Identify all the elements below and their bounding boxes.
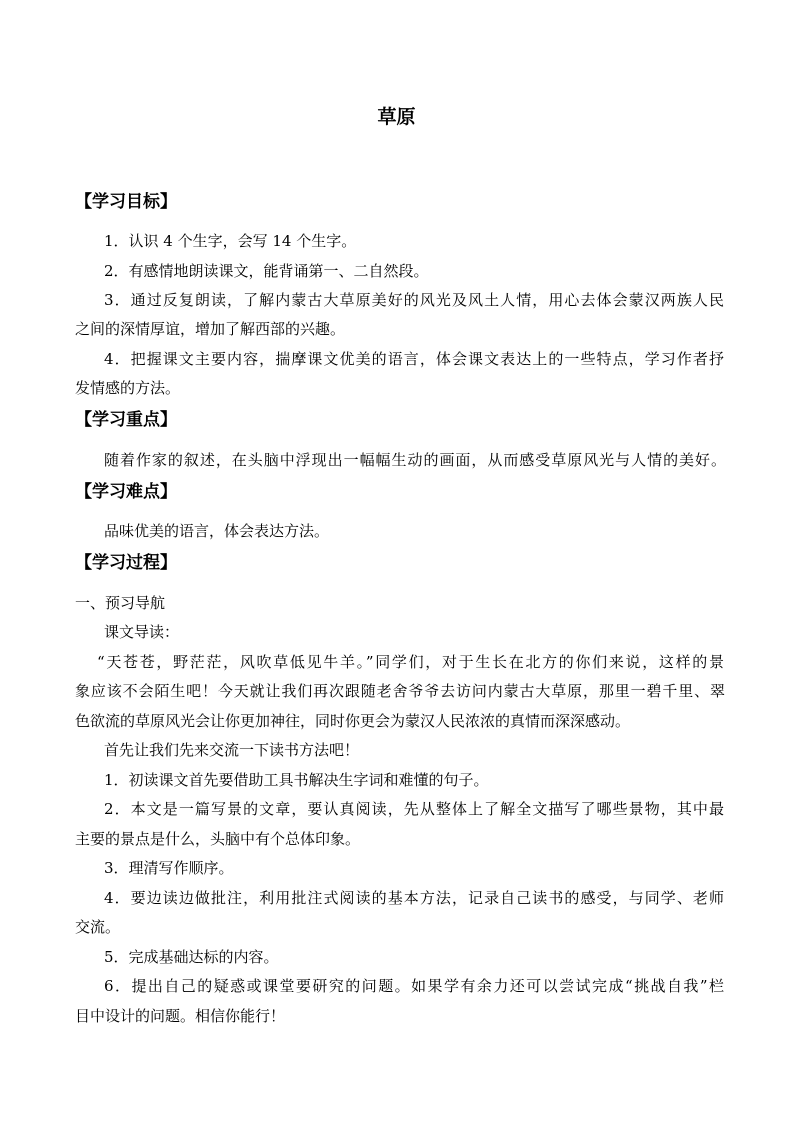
section-heading-difficulties: 【学习难点】 [75,482,177,502]
goal-item-continuation: 发情感的方法。 [75,379,181,397]
process-sub-heading: 一、预习导航 [75,594,166,612]
method-item: 4．要边读边做批注，利用批注式阅读的基本方法，记录自己读书的感受，与同学、老师 [104,889,724,907]
difficulties-text: 品味优美的语言，体会表达方法。 [104,522,330,540]
intro-line: 象应该不会陌生吧！今天就让我们再次跟随老舍爷爷去访问内蒙古大草原，那里一碧千里、翠 [75,682,725,700]
goal-item: 3．通过反复朗读，了解内蒙古大草原美好的风光及风土人情，用心去体会蒙汉两族人民 [104,291,724,309]
method-item-continuation: 交流。 [75,918,121,936]
section-heading-goals: 【学习目标】 [75,192,177,212]
page-title: 草原 [377,106,416,128]
method-item: 5．完成基础达标的内容。 [104,948,279,966]
goal-item-continuation: 之间的深情厚谊，增加了解西部的兴趣。 [75,320,346,338]
method-item-continuation: 目中设计的问题。相信你能行！ [75,1007,286,1025]
intro-line: 色欲流的草原风光会让你更加神往，同时你更会为蒙汉人民浓浓的真情而深深感动。 [75,712,631,730]
section-heading-key-points: 【学习重点】 [75,410,177,430]
goal-item: 1．认识 4 个生字，会写 14 个生字。 [104,232,357,250]
intro-line: “天苍苍，野茫茫，风吹草低见牛羊。”同学们，对于生长在北方的你们来说，这样的景 [97,653,724,671]
method-item-continuation: 主要的景点是什么，头脑中有个总体印象。 [75,830,361,848]
goal-item: 2．有感情地朗读课文，能背诵第一、二自然段。 [104,262,429,280]
intro-label: 课文导读： [104,623,180,641]
method-intro: 首先让我们先来交流一下读书方法吧！ [104,741,360,759]
key-points-text: 随着作家的叙述，在头脑中浮现出一幅幅生动的画面，从而感受草原风光与人情的美好。 [104,451,726,469]
goal-item: 4．把握课文主要内容，揣摩课文优美的语言，体会课文表达上的一些特点，学习作者抒 [104,350,724,368]
method-item: 6．提出自己的疑惑或课堂要研究的问题。如果学有余力还可以尝试完成“挑战自我”栏 [104,977,724,995]
method-item: 1．初读课文首先要借助工具书解决生字词和难懂的句子。 [104,771,489,789]
section-heading-process: 【学习过程】 [75,553,177,573]
method-item: 2．本文是一篇写景的文章，要认真阅读，先从整体上了解全文描写了哪些景物，其中最 [104,800,724,818]
method-item: 3．理清写作顺序。 [104,859,234,877]
